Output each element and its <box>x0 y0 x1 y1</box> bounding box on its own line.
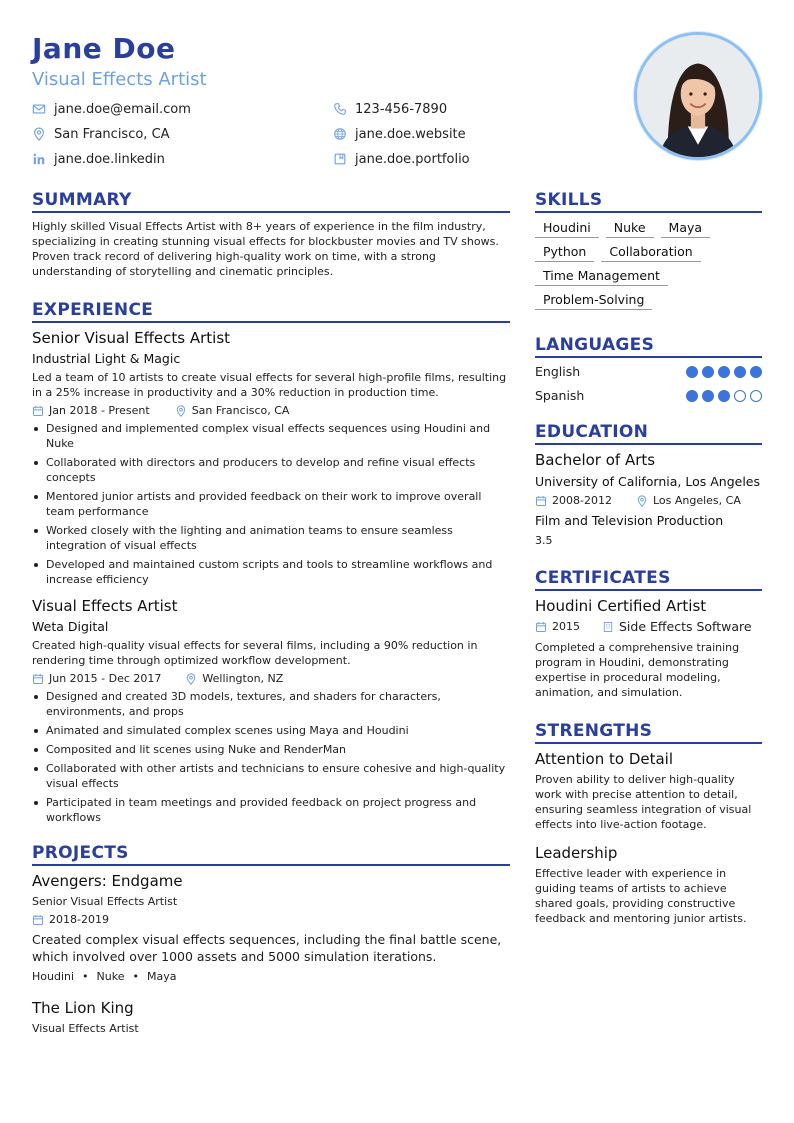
calendar-icon <box>32 914 44 926</box>
linkedin-icon <box>32 152 46 166</box>
language-name: English <box>535 364 581 379</box>
certificates-heading: CERTIFICATES <box>535 568 762 591</box>
list-item: Mentored junior artists and provided feedback on their work to improve overall team performance <box>32 489 510 519</box>
level-dot-filled <box>718 366 730 378</box>
candidate-name: Jane Doe <box>32 32 176 65</box>
level-dot-empty <box>734 390 746 402</box>
job-dates: Jun 2015 - Dec 2017 <box>49 672 162 685</box>
strength-title: Attention to Detail <box>535 750 674 768</box>
summary-text: Highly skilled Visual Effects Artist with 8+ years of experience in the film industry, specializing in creating stunning visual effects for blockbuster movies and TV shows. Proven track record of delivering high-quality work on time, with a strong understanding of storytelling and cinematic principles. <box>32 220 499 278</box>
job-role: Senior Visual Effects Artist <box>32 329 231 347</box>
language-level-dots <box>682 390 762 402</box>
job-bullets <box>32 421 510 587</box>
level-dot-filled <box>734 366 746 378</box>
strength-description: Proven ability to deliver high-quality work with precise attention to detail, ensuring seamless integration of visual effects into live-action footage. <box>535 773 752 831</box>
skill-tag: Time Management <box>535 267 668 286</box>
website-text: jane.doe.website <box>355 126 466 142</box>
contact-phone[interactable] <box>333 99 447 119</box>
location-pin-icon <box>185 673 197 685</box>
location-pin-icon <box>32 127 46 141</box>
education-degree: Bachelor of Arts <box>535 451 656 469</box>
language-row <box>535 388 762 403</box>
location-text: San Francisco, CA <box>54 126 170 142</box>
project-entry <box>32 999 510 1036</box>
project-role: Senior Visual Effects Artist <box>32 895 178 908</box>
list-item: Collaborated with other artists and technicians to ensure cohesive and high-quality visual effects <box>32 761 510 791</box>
project-meta <box>32 913 510 926</box>
location-pin-icon <box>175 405 187 417</box>
left-column <box>32 190 510 1036</box>
contact-portfolio[interactable] <box>333 149 470 169</box>
skill-tag: Maya <box>661 219 711 238</box>
skill-tag: Problem-Solving <box>535 291 652 310</box>
list-item: Worked closely with the lighting and animation teams to ensure seamless integration of visual effects <box>32 523 510 553</box>
email-text: jane.doe@email.com <box>54 101 191 117</box>
certificate-issuer: Side Effects Software <box>619 619 752 634</box>
strengths-heading: STRENGTHS <box>535 721 762 744</box>
tech-item: Maya <box>147 970 177 983</box>
list-item: Composited and lit scenes using Nuke and RenderMan <box>32 742 510 757</box>
languages-heading: LANGUAGES <box>535 335 762 358</box>
experience-heading: EXPERIENCE <box>32 300 510 323</box>
certificate-description: Completed a comprehensive training program in Houdini, demonstrating expertise in procedural modeling, animation, and simulation. <box>535 641 740 699</box>
profile-photo <box>634 32 762 160</box>
strength-description: Effective leader with experience in guiding teams of artists to achieve shared goals, providing constructive feedback and mentoring junior artists. <box>535 867 747 925</box>
skill-tag: Houdini <box>535 219 599 238</box>
education-school: University of California, Los Angeles <box>535 474 761 489</box>
level-dot-filled <box>702 366 714 378</box>
education-field: Film and Television Production <box>535 513 724 528</box>
education-location: Los Angeles, CA <box>652 494 741 507</box>
project-tech-list: Houdini • Nuke • Maya <box>32 970 177 983</box>
location-pin-icon <box>636 495 648 507</box>
portfolio-icon <box>333 152 347 166</box>
job-description: Led a team of 10 artists to create visual effects for several high-profile films, resulting in a 25% increase in productivity and a 30% reduction in production time. <box>32 371 507 399</box>
skills-heading: SKILLS <box>535 190 762 213</box>
linkedin-text: jane.doe.linkedin <box>54 151 165 167</box>
skills-list <box>535 219 762 315</box>
job-location: Wellington, NZ <box>202 672 284 685</box>
certificate-year: 2015 <box>552 620 580 633</box>
phone-icon <box>333 102 347 116</box>
project-title: The Lion King <box>32 999 134 1017</box>
portfolio-text: jane.doe.portfolio <box>355 151 470 167</box>
level-dot-filled <box>702 390 714 402</box>
projects-heading: PROJECTS <box>32 843 510 866</box>
project-entry <box>32 872 510 983</box>
contact-linkedin[interactable] <box>32 149 165 169</box>
list-item: Collaborated with directors and producers to develop and refine visual effects concepts <box>32 455 510 485</box>
list-item: Developed and maintained custom scripts and tools to streamline workflows and increase efficiency <box>32 557 510 587</box>
calendar-icon <box>535 495 547 507</box>
list-item: Animated and simulated complex scenes using Maya and Houdini <box>32 723 510 738</box>
level-dot-filled <box>718 390 730 402</box>
list-item: Designed and created 3D models, textures, and shaders for characters, environments, and props <box>32 689 510 719</box>
job-bullets <box>32 689 510 825</box>
contact-email[interactable] <box>32 99 191 119</box>
job-meta <box>32 404 510 417</box>
level-dot-filled <box>686 390 698 402</box>
certificate-title: Houdini Certified Artist <box>535 597 707 615</box>
list-item: Participated in team meetings and provided feedback on project progress and workflows <box>32 795 510 825</box>
skill-tag: Collaboration <box>601 243 700 262</box>
strength-title: Leadership <box>535 844 618 862</box>
experience-entry <box>32 329 510 587</box>
tech-item: Houdini <box>32 970 75 983</box>
globe-icon <box>333 127 347 141</box>
language-name: Spanish <box>535 388 585 403</box>
profile-photo-illustration <box>637 35 759 157</box>
skill-tag: Nuke <box>606 219 654 238</box>
contact-location <box>32 124 170 144</box>
education-meta <box>535 494 762 507</box>
tech-item: Nuke <box>96 970 125 983</box>
education-gpa: 3.5 <box>535 534 553 547</box>
experience-entry <box>32 597 510 825</box>
job-role: Visual Effects Artist <box>32 597 178 615</box>
job-location: San Francisco, CA <box>191 404 290 417</box>
contact-website[interactable] <box>333 124 466 144</box>
candidate-title: Visual Effects Artist <box>32 69 207 90</box>
job-meta <box>32 672 510 685</box>
education-dates: 2008-2012 <box>552 494 612 507</box>
building-icon <box>602 621 614 633</box>
right-column <box>535 190 762 926</box>
skill-tag: Python <box>535 243 594 262</box>
mail-icon <box>32 102 46 116</box>
calendar-icon <box>535 621 547 633</box>
project-dates: 2018-2019 <box>49 913 109 926</box>
job-description: Created high-quality visual effects for several films, including a 90% reduction in rendering time through optimized workflow development. <box>32 639 478 667</box>
education-heading: EDUCATION <box>535 422 762 445</box>
level-dot-filled <box>686 366 698 378</box>
summary-heading: SUMMARY <box>32 190 510 213</box>
language-level-dots <box>682 366 762 378</box>
list-item: Designed and implemented complex visual effects sequences using Houdini and Nuke <box>32 421 510 451</box>
job-company: Weta Digital <box>32 619 109 634</box>
language-row <box>535 364 762 379</box>
project-description: Created complex visual effects sequences, including the final battle scene, which involved over 1000 assets and 5000 simulation iterations. <box>32 932 502 964</box>
project-title: Avengers: Endgame <box>32 872 183 890</box>
certificate-meta <box>535 619 762 634</box>
job-company: Industrial Light & Magic <box>32 351 181 366</box>
calendar-icon <box>32 673 44 685</box>
phone-text: 123-456-7890 <box>355 101 448 117</box>
level-dot-empty <box>750 390 762 402</box>
calendar-icon <box>32 405 44 417</box>
job-dates: Jan 2018 - Present <box>49 404 150 417</box>
level-dot-filled <box>750 366 762 378</box>
project-role: Visual Effects Artist <box>32 1022 139 1035</box>
